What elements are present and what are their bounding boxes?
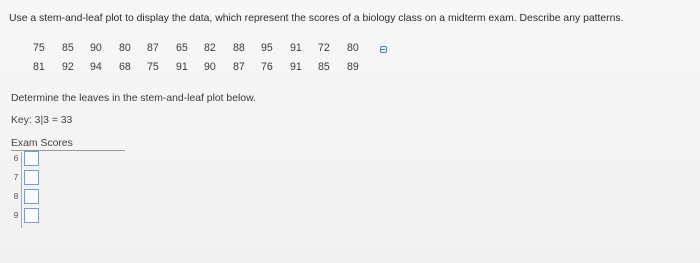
task-prompt: Determine the leaves in the stem-and-leaf plot below. — [11, 93, 256, 104]
stem-divider — [21, 152, 22, 228]
data-value: 88 — [233, 42, 245, 54]
data-value: 89 — [347, 61, 359, 73]
question-instruction: Use a stem-and-leaf plot to display the data, which represent the scores of a biology class on a midterm exam. Describe any patterns. — [9, 13, 624, 24]
data-value: 85 — [62, 42, 74, 54]
data-value: 91 — [290, 61, 302, 73]
leaf-input-7[interactable] — [24, 170, 39, 185]
plot-title: Exam Scores — [11, 138, 73, 149]
data-value: 92 — [62, 61, 74, 73]
data-value: 80 — [119, 42, 131, 54]
data-value: 91 — [176, 61, 188, 73]
data-value: 82 — [204, 42, 216, 54]
data-value: 76 — [261, 61, 273, 73]
data-value: 87 — [233, 61, 245, 73]
stem-label: 8 — [13, 191, 19, 201]
stem-label: 7 — [13, 172, 19, 182]
stem-label: 9 — [13, 210, 19, 220]
leaf-input-8[interactable] — [24, 189, 39, 204]
data-value: 65 — [176, 42, 188, 54]
data-value: 94 — [90, 61, 102, 73]
data-value: 75 — [147, 61, 159, 73]
stem-label: 6 — [13, 153, 19, 163]
leaf-input-9[interactable] — [24, 208, 39, 223]
data-value: 80 — [347, 42, 359, 54]
data-value: 85 — [318, 61, 330, 73]
data-value: 95 — [261, 42, 273, 54]
data-value: 90 — [90, 42, 102, 54]
data-value: 90 — [204, 61, 216, 73]
data-value: 72 — [318, 42, 330, 54]
copy-data-icon[interactable] — [380, 46, 387, 53]
data-value: 81 — [33, 61, 45, 73]
leaf-input-6[interactable] — [24, 151, 39, 166]
data-value: 68 — [119, 61, 131, 73]
plot-key: Key: 3|3 = 33 — [11, 115, 73, 126]
data-value: 75 — [33, 42, 45, 54]
data-value: 87 — [147, 42, 159, 54]
data-value: 91 — [290, 42, 302, 54]
